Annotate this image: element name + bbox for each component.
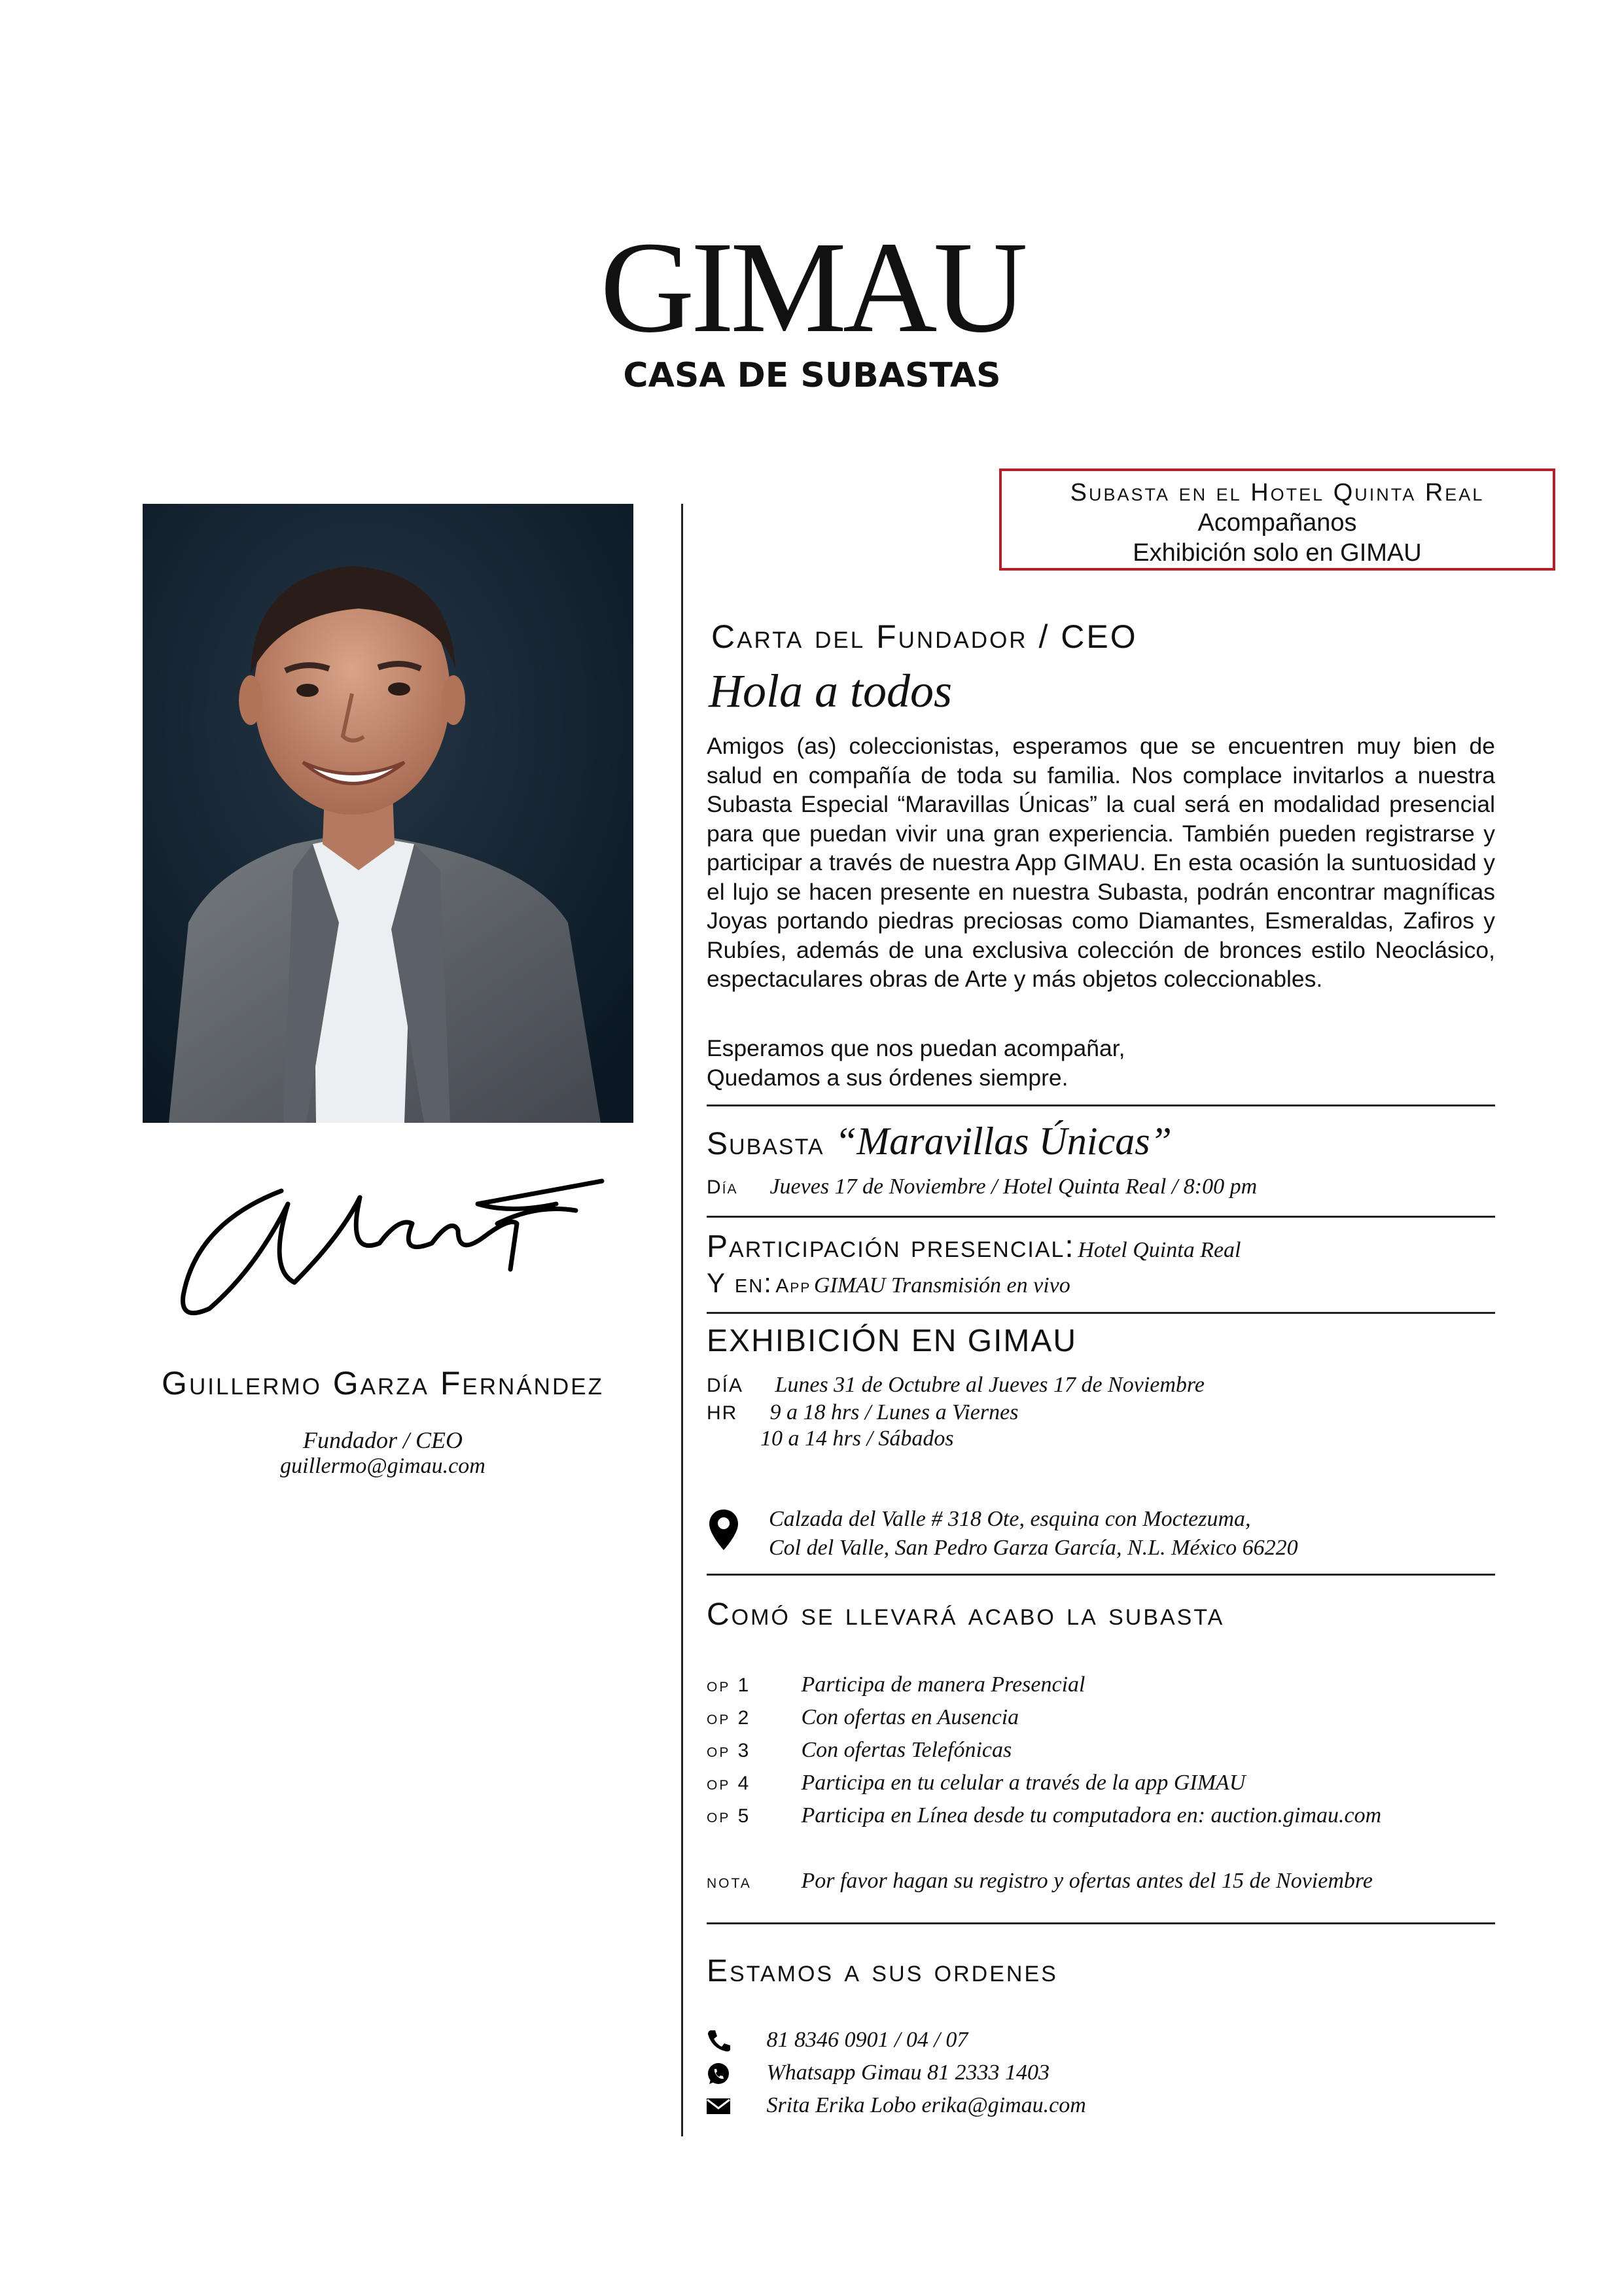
contact-email-row	[705, 2093, 1086, 2118]
section-divider	[707, 1104, 1495, 1106]
letter-heading: Carta del Fundador / CEO	[711, 618, 1138, 655]
option-row	[707, 1770, 1245, 1795]
option-text: Participa de manera Presencial	[801, 1672, 1086, 1697]
exhibition-hr-label: HR	[707, 1402, 738, 1424]
note-row	[707, 1868, 1373, 1894]
contact-email: Srita Erika Lobo erika@gimau.com	[766, 2093, 1086, 2117]
map-pin-icon	[708, 1508, 739, 1551]
auction-day-label: Día	[707, 1176, 738, 1198]
notice-line: Exhibición solo en GIMAU	[1133, 539, 1422, 567]
contact-whatsapp-row	[705, 2060, 1050, 2085]
option-row	[707, 1803, 1381, 1828]
closing-line: Quedamos a sus órdenes siempre.	[707, 1064, 1068, 1091]
closing-line: Esperamos que nos puedan acompañar,	[707, 1035, 1125, 1061]
option-text: Participa en Línea desde tu computadora en: auction.gimau.com	[801, 1803, 1382, 1828]
address-block	[769, 1505, 1298, 1563]
contact-whatsapp: Whatsapp Gimau 81 2333 1403	[766, 2060, 1050, 2085]
option-row	[707, 1672, 1085, 1697]
brand-logo: GIMAU	[600, 215, 1024, 360]
auction-title	[707, 1119, 1172, 1164]
section-divider	[707, 1922, 1495, 1924]
envelope-icon	[705, 2094, 732, 2118]
section-divider	[707, 1312, 1495, 1314]
exhibition-day-value: Lunes 31 de Octubre al Jueves 17 de Noviembre	[775, 1373, 1205, 1397]
exhibition-hr-value: 10 a 14 hrs / Sábados	[760, 1426, 954, 1451]
participation-value: Hotel Quinta Real	[1078, 1238, 1241, 1262]
address-line: Col del Valle, San Pedro Garza García, N.L. México 66220	[769, 1536, 1298, 1560]
auction-day-row	[707, 1174, 1257, 1199]
founder-portrait-image	[143, 504, 633, 1123]
phone-icon	[705, 2029, 732, 2053]
participation-label: Participación presencial:	[707, 1229, 1075, 1264]
founder-photo	[143, 504, 633, 1123]
contact-phone-row	[705, 2027, 968, 2053]
letter-body: Amigos (as) coleccionistas, esperamos que se encuentren muy bien de salud en compañía de toda su familia. Nos complace invitarlos a nuestra Subasta Especial “Maravillas Únicas” la cual será en modalidad presencial para que puedan vivir una gran experiencia. También pueden registrarse y participar a través de nuestra App GIMAU. En esta ocasión la suntuosidad y el lujo se hacen presente en nuestra Subasta, podrán encontrar magníficas Joyas portando piedras preciosas como Diamantes, Esmeraldas, Zafiros y Rubíes, además de una exclusiva colección de bronces estilo Neoclásico, espectaculares obras de Arte y más objetos coleccionables.	[707, 733, 1495, 992]
option-row	[707, 1737, 1012, 1763]
letter-closing	[707, 1034, 1495, 1092]
notice-box	[999, 468, 1555, 571]
exhibition-title: EXHIBICIÓN EN GIMAU	[707, 1324, 1078, 1358]
letter-greeting: Hola a todos	[709, 665, 953, 717]
section-divider	[707, 1574, 1495, 1576]
address-line: Calzada del Valle # 318 Ote, esquina con Moctezuma,	[769, 1507, 1251, 1531]
option-row	[707, 1704, 1019, 1730]
option-text: Con ofertas en Ausencia	[801, 1705, 1019, 1729]
option-label: op 4	[707, 1773, 751, 1794]
exhibition-day-label: DÍA	[707, 1375, 744, 1396]
founder-role: Fundador / CEO	[302, 1427, 463, 1453]
brand-subtitle: CASA DE SUBASTAS	[623, 356, 1001, 395]
section-divider	[707, 1216, 1495, 1218]
auction-name: “Maravillas Únicas”	[834, 1120, 1172, 1163]
contact-title: Estamos a sus ordenes	[707, 1954, 1058, 1988]
option-text: Con ofertas Telefónicas	[801, 1738, 1012, 1762]
note-text: Por favor hagan su registro y ofertas antes del 15 de Noviembre	[801, 1869, 1373, 1893]
participation-also-label: Y en:	[707, 1267, 773, 1298]
column-divider	[681, 504, 683, 2136]
auction-label: Subasta	[707, 1127, 824, 1161]
exhibition-hr-value: 9 a 18 hrs / Lunes a Viernes	[769, 1400, 1019, 1424]
notice-line: Acompañanos	[1197, 509, 1357, 537]
note-label: nota	[707, 1871, 752, 1892]
option-label: op 3	[707, 1740, 751, 1761]
participation-app-row	[707, 1267, 1070, 1299]
participation-app-label: App	[775, 1275, 811, 1297]
founder-email: guillermo@gimau.com	[280, 1454, 485, 1478]
option-text: Participa en tu celular a través de la app GIMAU	[801, 1771, 1246, 1795]
option-label: op 5	[707, 1805, 751, 1827]
founder-signature	[170, 1165, 615, 1341]
notice-title: Subasta en el Hotel Quinta Real	[1070, 479, 1485, 506]
exhibition-hr-row	[707, 1400, 1018, 1425]
contact-phone: 81 8346 0901 / 04 / 07	[766, 2028, 968, 2052]
whatsapp-icon	[705, 2062, 732, 2085]
participation-row	[707, 1229, 1241, 1265]
auction-day-value: Jueves 17 de Noviembre / Hotel Quinta Real / 8:00 pm	[769, 1174, 1258, 1199]
participation-also-value: GIMAU Transmisión en vivo	[813, 1273, 1070, 1298]
founder-name: Guillermo Garza Fernández	[162, 1365, 604, 1402]
exhibition-day-row	[707, 1373, 1205, 1398]
how-title: Comó se llevará acabo la subasta	[707, 1597, 1225, 1632]
option-label: op 1	[707, 1674, 751, 1696]
option-label: op 2	[707, 1707, 751, 1729]
